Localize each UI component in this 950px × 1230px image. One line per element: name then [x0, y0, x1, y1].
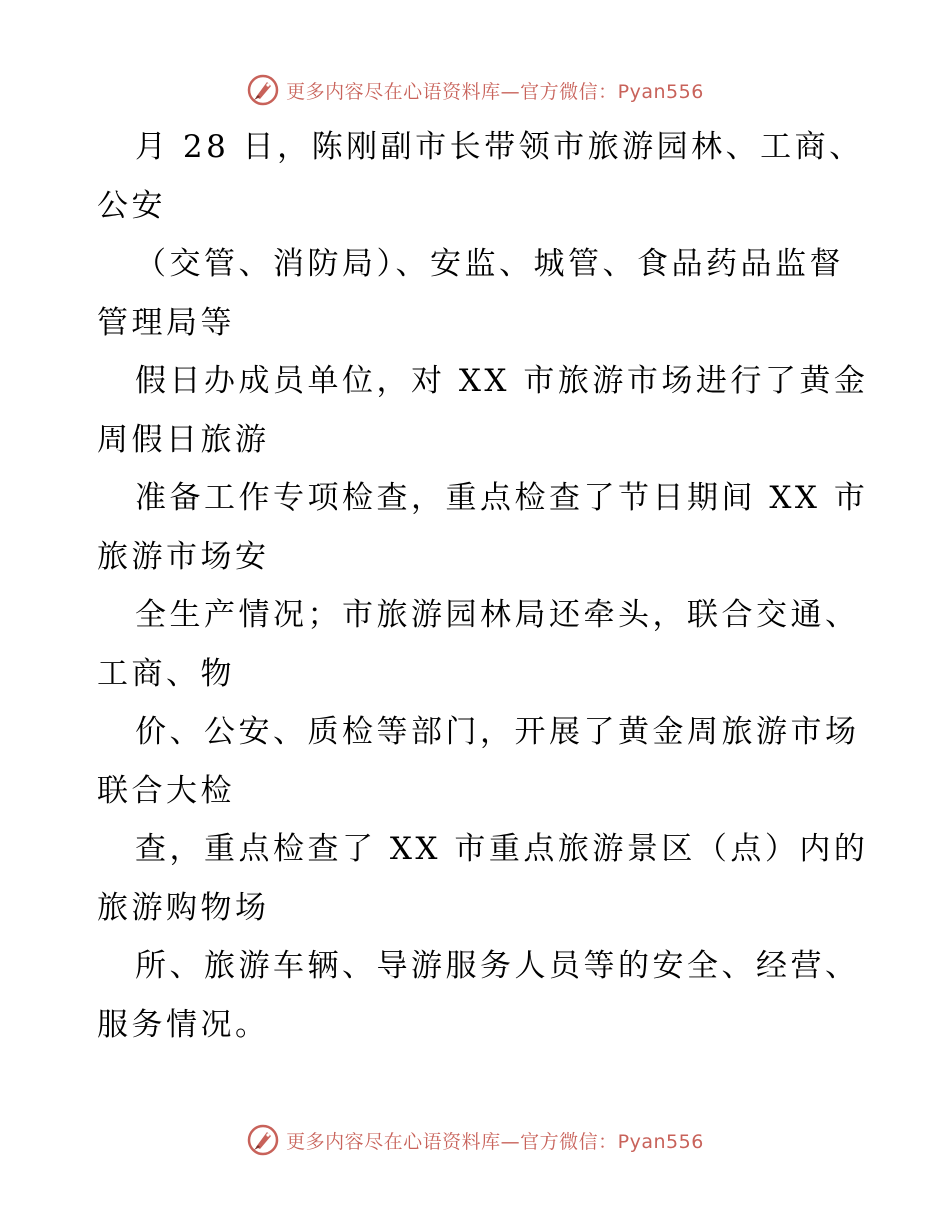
- fountain-pen-logo-icon: [246, 73, 280, 107]
- document-line: 工商、物: [97, 655, 235, 692]
- document-line: 联合大检: [97, 772, 235, 809]
- document-line: 旅游市场安: [97, 538, 270, 575]
- document-line: 公安: [97, 187, 166, 224]
- document-line: 月 28 日，陈刚副市长带领市旅游园林、工商、: [135, 129, 864, 165]
- document-line: 所、旅游车辆、导游服务人员等的安全、经营、: [135, 948, 860, 984]
- document-line: 价、公安、质检等部门，开展了黄金周旅游市场: [135, 714, 860, 750]
- document-line: 周假日旅游: [97, 421, 270, 458]
- document-line: 旅游购物场: [97, 889, 270, 926]
- header-banner-text: 更多内容尽在心语资料库—官方微信：Pyan556: [286, 80, 704, 103]
- document-line: 全生产情况；市旅游园林局还牵头，联合交通、: [135, 597, 860, 633]
- document-line: 查，重点检查了 XX 市重点旅游景区（点）内的: [135, 831, 869, 867]
- document-body: [97, 118, 869, 1054]
- document-line: 准备工作专项检查，重点检查了节日期间 XX 市: [135, 480, 869, 516]
- document-line: 管理局等: [97, 304, 235, 341]
- footer-banner: [0, 1120, 950, 1160]
- fountain-pen-logo-icon: [246, 1123, 280, 1157]
- document-line: （交管、消防局）、安监、城管、食品药品监督: [135, 246, 844, 282]
- footer-banner-text: 更多内容尽在心语资料库—官方微信：Pyan556: [286, 1130, 704, 1153]
- document-line: 假日办成员单位，对 XX 市旅游市场进行了黄金: [135, 363, 869, 399]
- header-banner: [0, 70, 950, 110]
- document-line: 服务情况。: [97, 1006, 270, 1043]
